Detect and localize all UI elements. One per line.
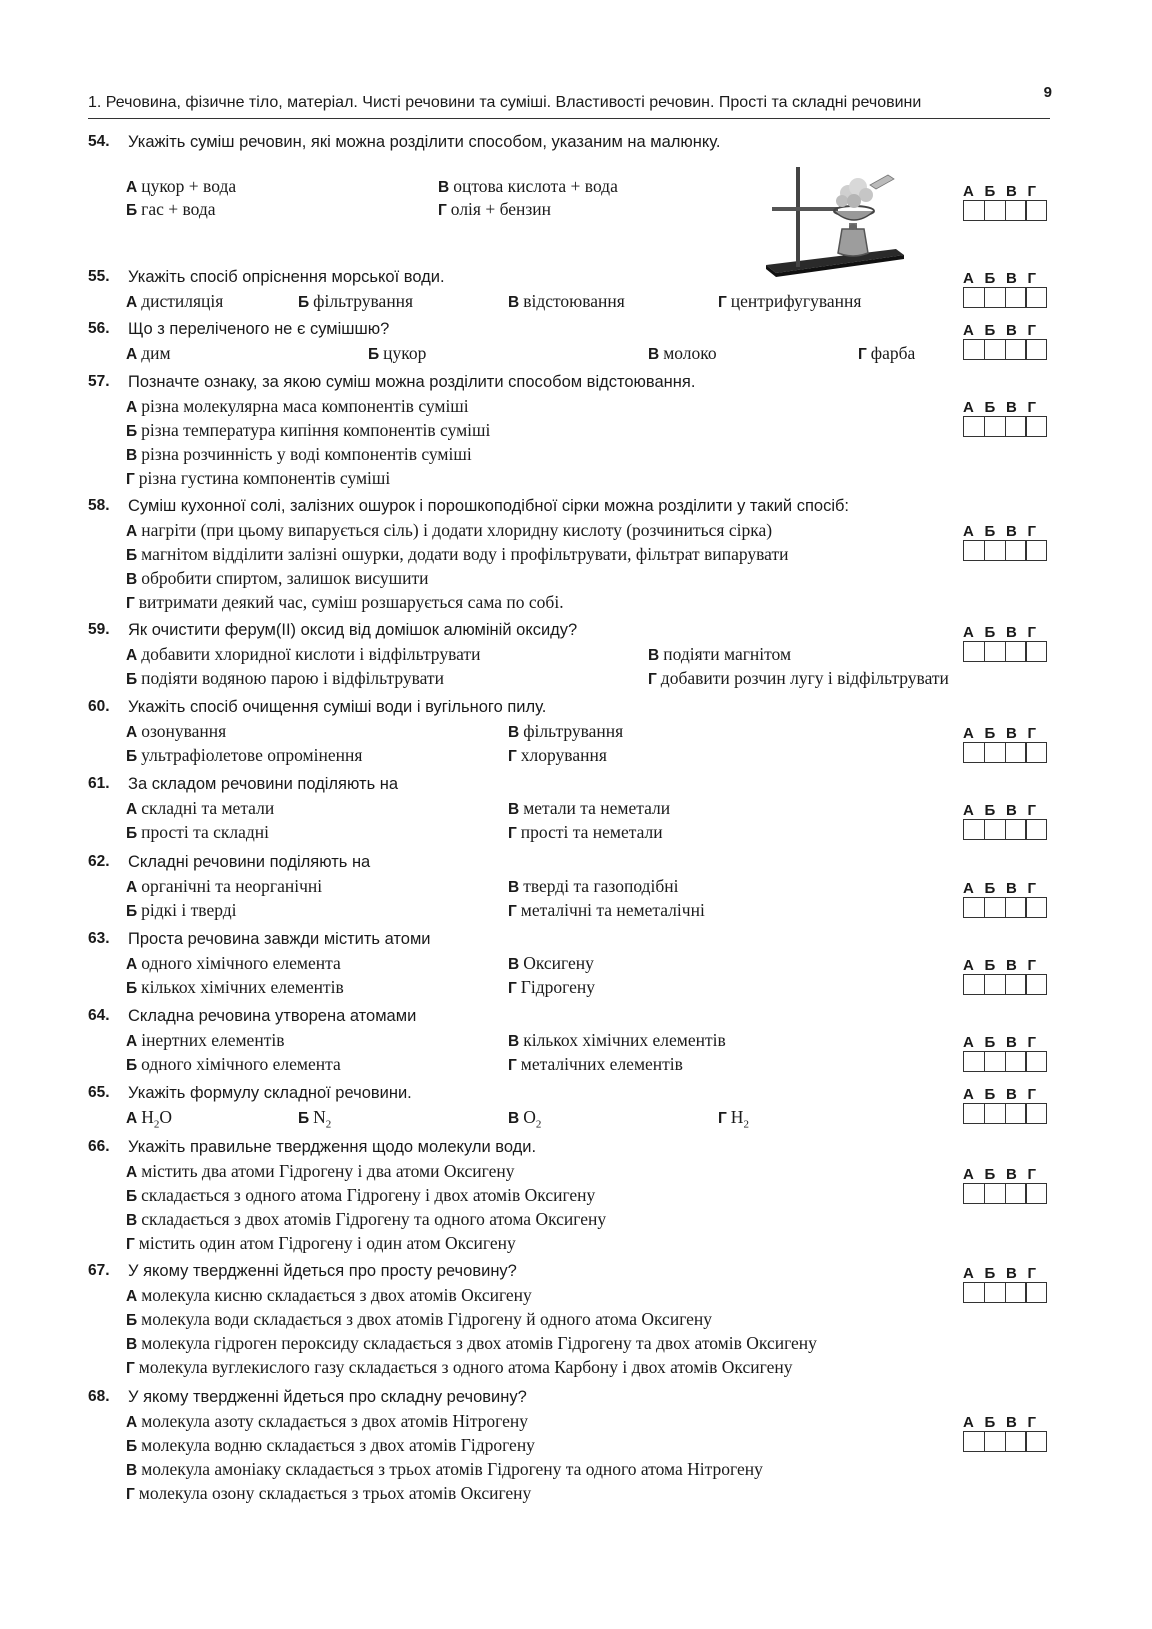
option-c[interactable]: В кількох хімічних елементів <box>508 1030 726 1050</box>
option-b[interactable]: Б прості та складні <box>126 822 269 842</box>
answer-box-b[interactable] <box>984 1431 1006 1452</box>
option-a[interactable]: А молекула азоту складається з двох атомів Нітрогену <box>126 1411 529 1431</box>
question-number: 58. <box>88 497 110 514</box>
answer-grid[interactable]: А Б В Г <box>963 322 1051 360</box>
answer-box-b[interactable] <box>984 819 1006 840</box>
question-number: 64. <box>88 1007 110 1024</box>
page-header <box>88 84 1052 119</box>
option-b[interactable]: Б магнітом відділити залізні ошурки, додати воду і профільтрувати, фільтрат випарувати <box>126 544 789 564</box>
option-d[interactable]: Г металічних елементів <box>508 1054 683 1074</box>
answer-box-a[interactable] <box>963 287 985 308</box>
answer-box-b[interactable] <box>984 1183 1006 1204</box>
option-d[interactable]: Г прості та неметали <box>508 822 663 842</box>
answer-box-b[interactable] <box>984 742 1006 763</box>
option-b[interactable]: Б рідкі і тверді <box>126 900 237 920</box>
answer-grid[interactable]: А Б В Г <box>963 523 1051 561</box>
option-d[interactable]: Г фарба <box>858 343 916 363</box>
answer-box-c[interactable] <box>1005 819 1027 840</box>
question-text: Укажіть суміш речовин, які можна розділити способом, указаним на малюнку. <box>128 133 721 151</box>
answer-grid[interactable]: А Б В Г <box>963 1414 1051 1452</box>
question-number: 65. <box>88 1084 110 1101</box>
option-c[interactable]: В $O_2$ <box>508 1107 542 1131</box>
option-d[interactable]: Г металічні та неметалічні <box>508 900 705 920</box>
answer-grid[interactable]: А Б В Г <box>963 1265 1051 1303</box>
question-number: 55. <box>88 268 110 285</box>
question-number: 56. <box>88 320 110 337</box>
answer-box-c[interactable] <box>1005 897 1027 918</box>
option-d[interactable]: Г $H_2$ <box>718 1107 749 1131</box>
question-number: 61. <box>88 775 110 792</box>
answer-grid[interactable]: А Б В Г <box>963 183 1051 221</box>
answer-box-d[interactable] <box>1025 742 1047 763</box>
answer-box-c[interactable] <box>1005 287 1027 308</box>
answer-box-a[interactable] <box>963 819 985 840</box>
question-text: Що з переліченого не є сумішшю? <box>128 320 390 338</box>
option-b[interactable]: Б $N_2$ <box>298 1107 332 1131</box>
chapter-title: 1. Речовина, фізичне тіло, матеріал. Чисті речовини та суміші. Властивості речовин. Прості та складні речовини <box>88 94 922 111</box>
option-a[interactable]: А одного хімічного елемента <box>126 953 341 973</box>
option-a[interactable]: А озонування <box>126 721 227 741</box>
answer-box-b[interactable] <box>984 200 1006 221</box>
question-text: Укажіть формулу складної речовини. <box>128 1084 412 1102</box>
option-b[interactable]: Б фільтрування <box>298 291 414 311</box>
answer-grid[interactable]: А Б В Г <box>963 270 1051 308</box>
option-a[interactable]: А органічні та неорганічні <box>126 876 323 896</box>
answer-box-d[interactable] <box>1025 416 1047 437</box>
answer-box-a[interactable] <box>963 974 985 995</box>
answer-box-c[interactable] <box>1005 339 1027 360</box>
question-text: За складом речовини поділяють на <box>128 775 399 793</box>
option-c[interactable]: В фільтрування <box>508 721 624 741</box>
answer-grid[interactable]: А Б В Г <box>963 802 1051 840</box>
answer-box-a[interactable] <box>963 641 985 662</box>
answer-box-c[interactable] <box>1005 974 1027 995</box>
option-b[interactable]: Б одного хімічного елемента <box>126 1054 341 1074</box>
option-d[interactable]: Г витримати деякий час, суміш розшарується сама по собі. <box>126 592 564 612</box>
answer-box-a[interactable] <box>963 540 985 561</box>
option-d[interactable]: Г центрифугування <box>718 291 862 311</box>
answer-box-c[interactable] <box>1005 641 1027 662</box>
answer-box-d[interactable] <box>1025 287 1047 308</box>
question-number: 54. <box>88 133 110 150</box>
answer-box-b[interactable] <box>984 339 1006 360</box>
answer-box-c[interactable] <box>1005 1183 1027 1204</box>
option-a[interactable]: А $H_2O$ <box>126 1107 172 1131</box>
option-c[interactable]: В Оксигену <box>508 953 594 973</box>
answer-box-d[interactable] <box>1025 540 1047 561</box>
answer-grid[interactable]: А Б В Г <box>963 880 1051 918</box>
option-c[interactable]: В тверді та газоподібні <box>508 876 679 896</box>
option-c[interactable]: В оцтова кислота + вода <box>438 176 618 196</box>
answer-box-d[interactable] <box>1025 1103 1047 1124</box>
answer-box-b[interactable] <box>984 897 1006 918</box>
answer-box-b[interactable] <box>984 540 1006 561</box>
answer-box-b[interactable] <box>984 416 1006 437</box>
answer-box-b[interactable] <box>984 1282 1006 1303</box>
question-text: Складна речовина утворена атомами <box>128 1007 417 1025</box>
option-c[interactable]: В метали та неметали <box>508 798 671 818</box>
option-b[interactable]: Б складається з одного атома Гідрогену і двох атомів Оксигену <box>126 1185 596 1205</box>
option-b[interactable]: Б подіяти водяною парою і відфільтрувати <box>126 668 444 688</box>
answer-box-c[interactable] <box>1005 416 1027 437</box>
option-b[interactable]: Б цукор <box>368 343 427 363</box>
option-d[interactable]: Г містить один атом Гідрогену і один атом Оксигену <box>126 1233 516 1253</box>
option-b[interactable]: Б гас + вода <box>126 199 216 219</box>
answer-box-b[interactable] <box>984 974 1006 995</box>
question-number: 59. <box>88 621 110 638</box>
option-c[interactable]: В обробити спиртом, залишок висушити <box>126 568 429 588</box>
option-c[interactable]: В молоко <box>648 343 717 363</box>
answer-grid[interactable]: А Б В Г <box>963 399 1051 437</box>
option-a[interactable]: А нагріти (при цьому випарується сіль) і додати хлоридну кислоту (розчиниться сірка) <box>126 520 773 540</box>
option-d[interactable]: Г Гідрогену <box>508 977 596 997</box>
option-c[interactable]: В відстоювання <box>508 291 625 311</box>
option-d[interactable]: Г добавити розчин лугу і відфільтрувати <box>648 668 949 688</box>
option-a[interactable]: А дистиляція <box>126 291 224 311</box>
question-text: У якому твердженні йдеться про складну речовину? <box>128 1388 527 1406</box>
answer-box-a[interactable] <box>963 742 985 763</box>
answer-box-c[interactable] <box>1005 540 1027 561</box>
answer-box-d[interactable] <box>1025 641 1047 662</box>
option-a[interactable]: А складні та метали <box>126 798 275 818</box>
option-c[interactable]: В подіяти магнітом <box>648 644 792 664</box>
answer-box-a[interactable] <box>963 1103 985 1124</box>
option-a[interactable]: А добавити хлоридної кислоти і відфільтрувати <box>126 644 481 664</box>
question-number: 66. <box>88 1138 110 1155</box>
option-a[interactable]: А дим <box>126 343 171 363</box>
question-text: Суміш кухонної солі, залізних ошурок і порошкоподібної сірки можна розділити у такий спосіб: <box>128 497 850 515</box>
question-text: Позначте ознаку, за якою суміш можна розділити способом відстоювання. <box>128 373 696 391</box>
question-number: 62. <box>88 853 110 870</box>
answer-box-d[interactable] <box>1025 1051 1047 1072</box>
option-a[interactable]: А цукор + вода <box>126 176 237 196</box>
answer-box-a[interactable] <box>963 897 985 918</box>
question-text: Складні речовини поділяють на <box>128 853 371 871</box>
answer-grid[interactable]: А Б В Г <box>963 725 1051 763</box>
option-c[interactable]: В молекула амоніаку складається з трьох атомів Гідрогену та одного атома Нітрогену <box>126 1459 763 1479</box>
question-number: 60. <box>88 698 110 715</box>
question-number: 57. <box>88 373 110 390</box>
option-d[interactable]: Г різна густина компонентів суміші <box>126 468 391 488</box>
option-a[interactable]: А різна молекулярна маса компонентів суміші <box>126 396 469 416</box>
answer-box-d[interactable] <box>1025 1183 1047 1204</box>
answer-grid[interactable]: А Б В Г <box>963 1034 1051 1072</box>
option-c[interactable]: В молекула гідроген пероксиду складається з двох атомів Гідрогену та двох атомів Оксигену <box>126 1333 817 1353</box>
option-a[interactable]: А містить два атоми Гідрогену і два атоми Оксигену <box>126 1161 515 1181</box>
answer-box-c[interactable] <box>1005 200 1027 221</box>
question-number: 67. <box>88 1262 110 1279</box>
answer-box-d[interactable] <box>1025 200 1047 221</box>
answer-box-c[interactable] <box>1005 1431 1027 1452</box>
option-a[interactable]: А інертних елементів <box>126 1030 285 1050</box>
answer-box-b[interactable] <box>984 1051 1006 1072</box>
answer-box-d[interactable] <box>1025 974 1047 995</box>
answer-box-c[interactable] <box>1005 742 1027 763</box>
answer-grid[interactable]: А Б В Г <box>963 957 1051 995</box>
page-number: 9 <box>1043 84 1052 101</box>
answer-box-d[interactable] <box>1025 819 1047 840</box>
question-text: Як очистити ферум(ІІ) оксид від домішок алюміній оксиду? <box>128 621 578 639</box>
answer-box-d[interactable] <box>1025 897 1047 918</box>
option-d[interactable]: Г молекула вуглекислого газу складається з одного атома Карбону і двох атомів Оксигену <box>126 1357 793 1377</box>
option-c[interactable]: В різна розчинність у воді компонентів суміші <box>126 444 472 464</box>
answer-box-b[interactable] <box>984 287 1006 308</box>
question-number: 68. <box>88 1388 110 1405</box>
option-d[interactable]: Г молекула озону складається з трьох атомів Оксигену <box>126 1483 532 1503</box>
answer-box-a[interactable] <box>963 416 985 437</box>
answer-box-d[interactable] <box>1025 339 1047 360</box>
answer-box-a[interactable] <box>963 1282 985 1303</box>
option-a[interactable]: А молекула кисню складається з двох атомів Оксигену <box>126 1285 532 1305</box>
answer-grid[interactable]: А Б В Г <box>963 1086 1051 1124</box>
question-text: Укажіть спосіб опріснення морської води. <box>128 268 445 286</box>
answer-box-c[interactable] <box>1005 1051 1027 1072</box>
answer-box-a[interactable] <box>963 1183 985 1204</box>
answer-box-a[interactable] <box>963 339 985 360</box>
answer-box-c[interactable] <box>1005 1103 1027 1124</box>
distillation-apparatus-illustration <box>758 165 908 283</box>
question-number: 63. <box>88 930 110 947</box>
option-b[interactable]: Б ультрафіолетове опромінення <box>126 745 363 765</box>
question-text: Укажіть спосіб очищення суміші води і вугільного пилу. <box>128 698 547 716</box>
question-text: Проста речовина завжди містить атоми <box>128 930 431 948</box>
answer-box-d[interactable] <box>1025 1282 1047 1303</box>
answer-box-a[interactable] <box>963 1431 985 1452</box>
answer-box-b[interactable] <box>984 641 1006 662</box>
question-text: У якому твердженні йдеться про просту речовину? <box>128 1262 517 1280</box>
answer-box-b[interactable] <box>984 1103 1006 1124</box>
answer-box-a[interactable] <box>963 1051 985 1072</box>
option-d[interactable]: Г олія + бензин <box>438 199 552 219</box>
answer-box-d[interactable] <box>1025 1431 1047 1452</box>
answer-box-a[interactable] <box>963 200 985 221</box>
answer-box-c[interactable] <box>1005 1282 1027 1303</box>
question-text: Укажіть правильне твердження щодо молекули води. <box>128 1138 537 1156</box>
option-b[interactable]: Б молекула води складається з двох атомів Гідрогену й одного атома Оксигену <box>126 1309 713 1329</box>
option-c[interactable]: В складається з двох атомів Гідрогену та одного атома Оксигену <box>126 1209 607 1229</box>
option-d[interactable]: Г хлорування <box>508 745 607 765</box>
option-b[interactable]: Б різна температура кипіння компонентів суміші <box>126 420 491 440</box>
option-b[interactable]: Б молекула водню складається з двох атомів Гідрогену <box>126 1435 535 1455</box>
answer-grid[interactable]: А Б В Г <box>963 624 1051 662</box>
answer-grid[interactable]: А Б В Г <box>963 1166 1051 1204</box>
option-b[interactable]: Б кількох хімічних елементів <box>126 977 344 997</box>
